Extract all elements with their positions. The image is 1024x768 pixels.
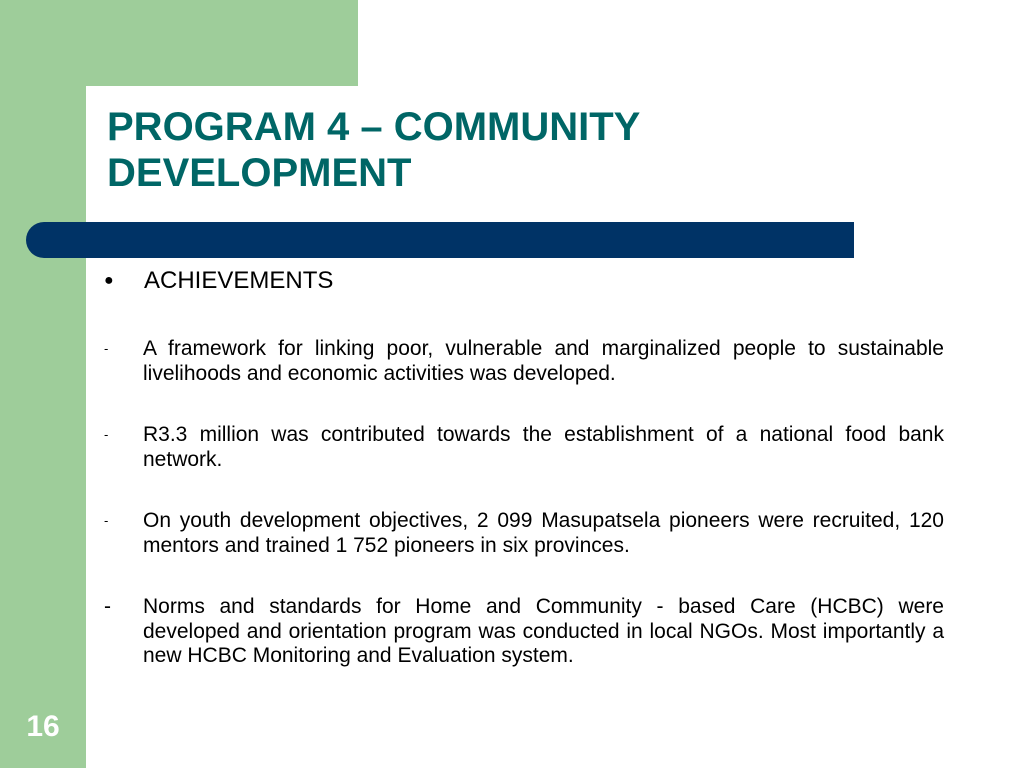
slide-title-line-2: DEVELOPMENT	[107, 151, 412, 195]
slide-title	[107, 104, 967, 196]
slide-number: 16	[26, 710, 60, 743]
bullet-dot-icon: ●	[104, 272, 114, 289]
section-heading-label: ACHIEVEMENTS	[144, 267, 334, 294]
title-divider-bar	[26, 222, 854, 258]
left-green-band	[0, 0, 86, 768]
dash-marker: -	[104, 341, 109, 356]
achievement-text: Norms and standards for Home and Community - based Care (HCBC) were developed and orientation program was conducted in local NGOs. Most importantly a new HCBC Monitoring and Evaluation system.	[143, 595, 944, 667]
slide-title-line-1: PROGRAM 4 – COMMUNITY	[107, 105, 641, 149]
achievement-text: A framework for linking poor, vulnerable and marginalized people to sustainable livelihoods and economic activities was developed.	[143, 337, 944, 385]
achievement-text: R3.3 million was contributed towards the establishment of a national food bank network.	[143, 423, 944, 471]
dash-marker: -	[104, 513, 109, 528]
dash-marker: -	[104, 595, 111, 618]
dash-marker: -	[104, 427, 109, 442]
achievement-text: On youth development objectives, 2 099 Masupatsela pioneers were recruited, 120 mentors and trained 1 752 pioneers in six provinces.	[143, 509, 944, 557]
top-green-band	[0, 0, 358, 86]
